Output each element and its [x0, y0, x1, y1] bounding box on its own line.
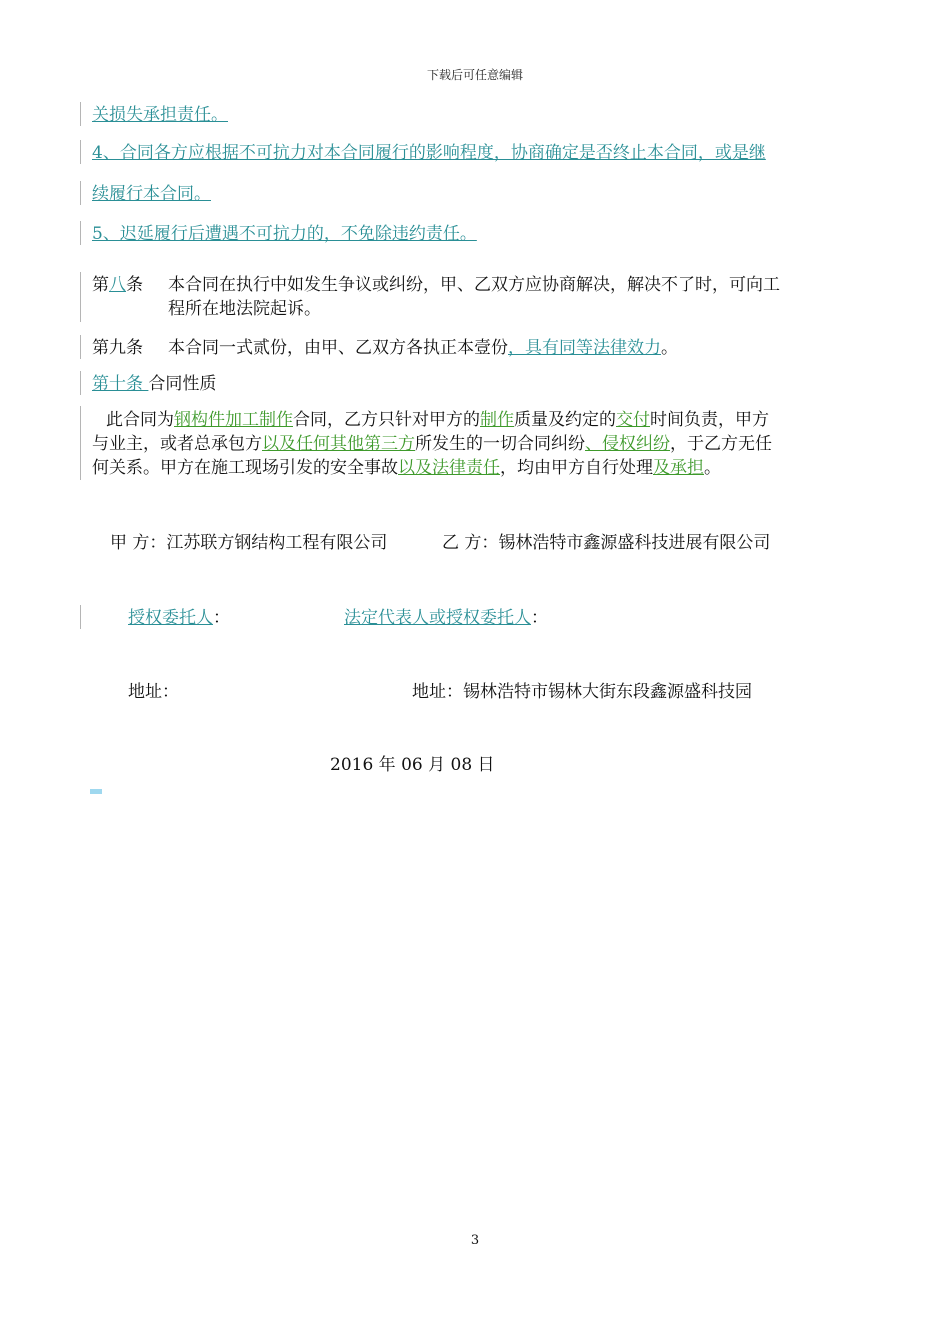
signature-a: 授权委托人：	[128, 608, 230, 628]
article-10-heading: 第十条 合同性质	[92, 374, 217, 394]
article-10-line-1: 此合同为钢构件加工制作合同，乙方只针对甲方的制作质量及约定的交付时间负责，甲方	[106, 410, 769, 430]
signature-b: 法定代表人或授权委托人：	[344, 608, 548, 628]
revision-marker	[90, 789, 102, 794]
article-8-text-line-1: 本合同在执行中如发生争议或纠纷，甲、乙双方应协商解决，解决不了时，可向工	[168, 275, 780, 295]
revision-bar	[80, 605, 81, 629]
contract-date: 2016 年 06 月 08 日	[330, 755, 495, 775]
revision-bar	[80, 406, 81, 480]
revision-line-3: 5、迟延履行后遭遇不可抗力的，不免除违约责任。	[92, 224, 477, 244]
revision-line-2: 4、合同各方应根据不可抗力对本合同履行的影响程度，协商确定是否终止本合同，或是继	[92, 143, 766, 163]
revision-bar	[80, 371, 81, 395]
article-9-label: 第九条	[92, 338, 143, 358]
revision-bar	[80, 140, 81, 164]
address-a: 地址：	[128, 682, 179, 702]
revision-bar	[80, 272, 81, 322]
party-b: 乙 方：锡林浩特市鑫源盛科技进展有限公司	[442, 533, 771, 553]
article-8-text-line-2: 程所在地法院起诉。	[168, 299, 321, 319]
revision-line-2-cont: 续履行本合同。	[92, 184, 211, 204]
header-note: 下载后可任意编辑	[426, 68, 523, 82]
revision-line-1: 关损失承担责任。	[92, 105, 228, 125]
page-number: 3	[470, 1233, 480, 1248]
address-b: 地址：锡林浩特市锡林大街东段鑫源盛科技园	[412, 682, 752, 702]
revision-bar	[80, 181, 81, 205]
revision-bar	[80, 221, 81, 245]
article-10-line-3: 何关系。甲方在施工现场引发的安全事故以及法律责任，均由甲方自行处理及承担。	[92, 458, 721, 478]
party-a: 甲 方：江苏联方钢结构工程有限公司	[110, 533, 388, 553]
article-8-label: 第八条	[92, 275, 143, 295]
article-10-line-2: 与业主，或者总承包方以及任何其他第三方所发生的一切合同纠纷、侵权纠纷，于乙方无任	[92, 434, 772, 454]
article-9-text: 本合同一式贰份，由甲、乙双方各执正本壹份，具有同等法律效力。	[168, 338, 678, 358]
revision-bar	[80, 102, 81, 126]
revision-bar	[80, 335, 81, 359]
